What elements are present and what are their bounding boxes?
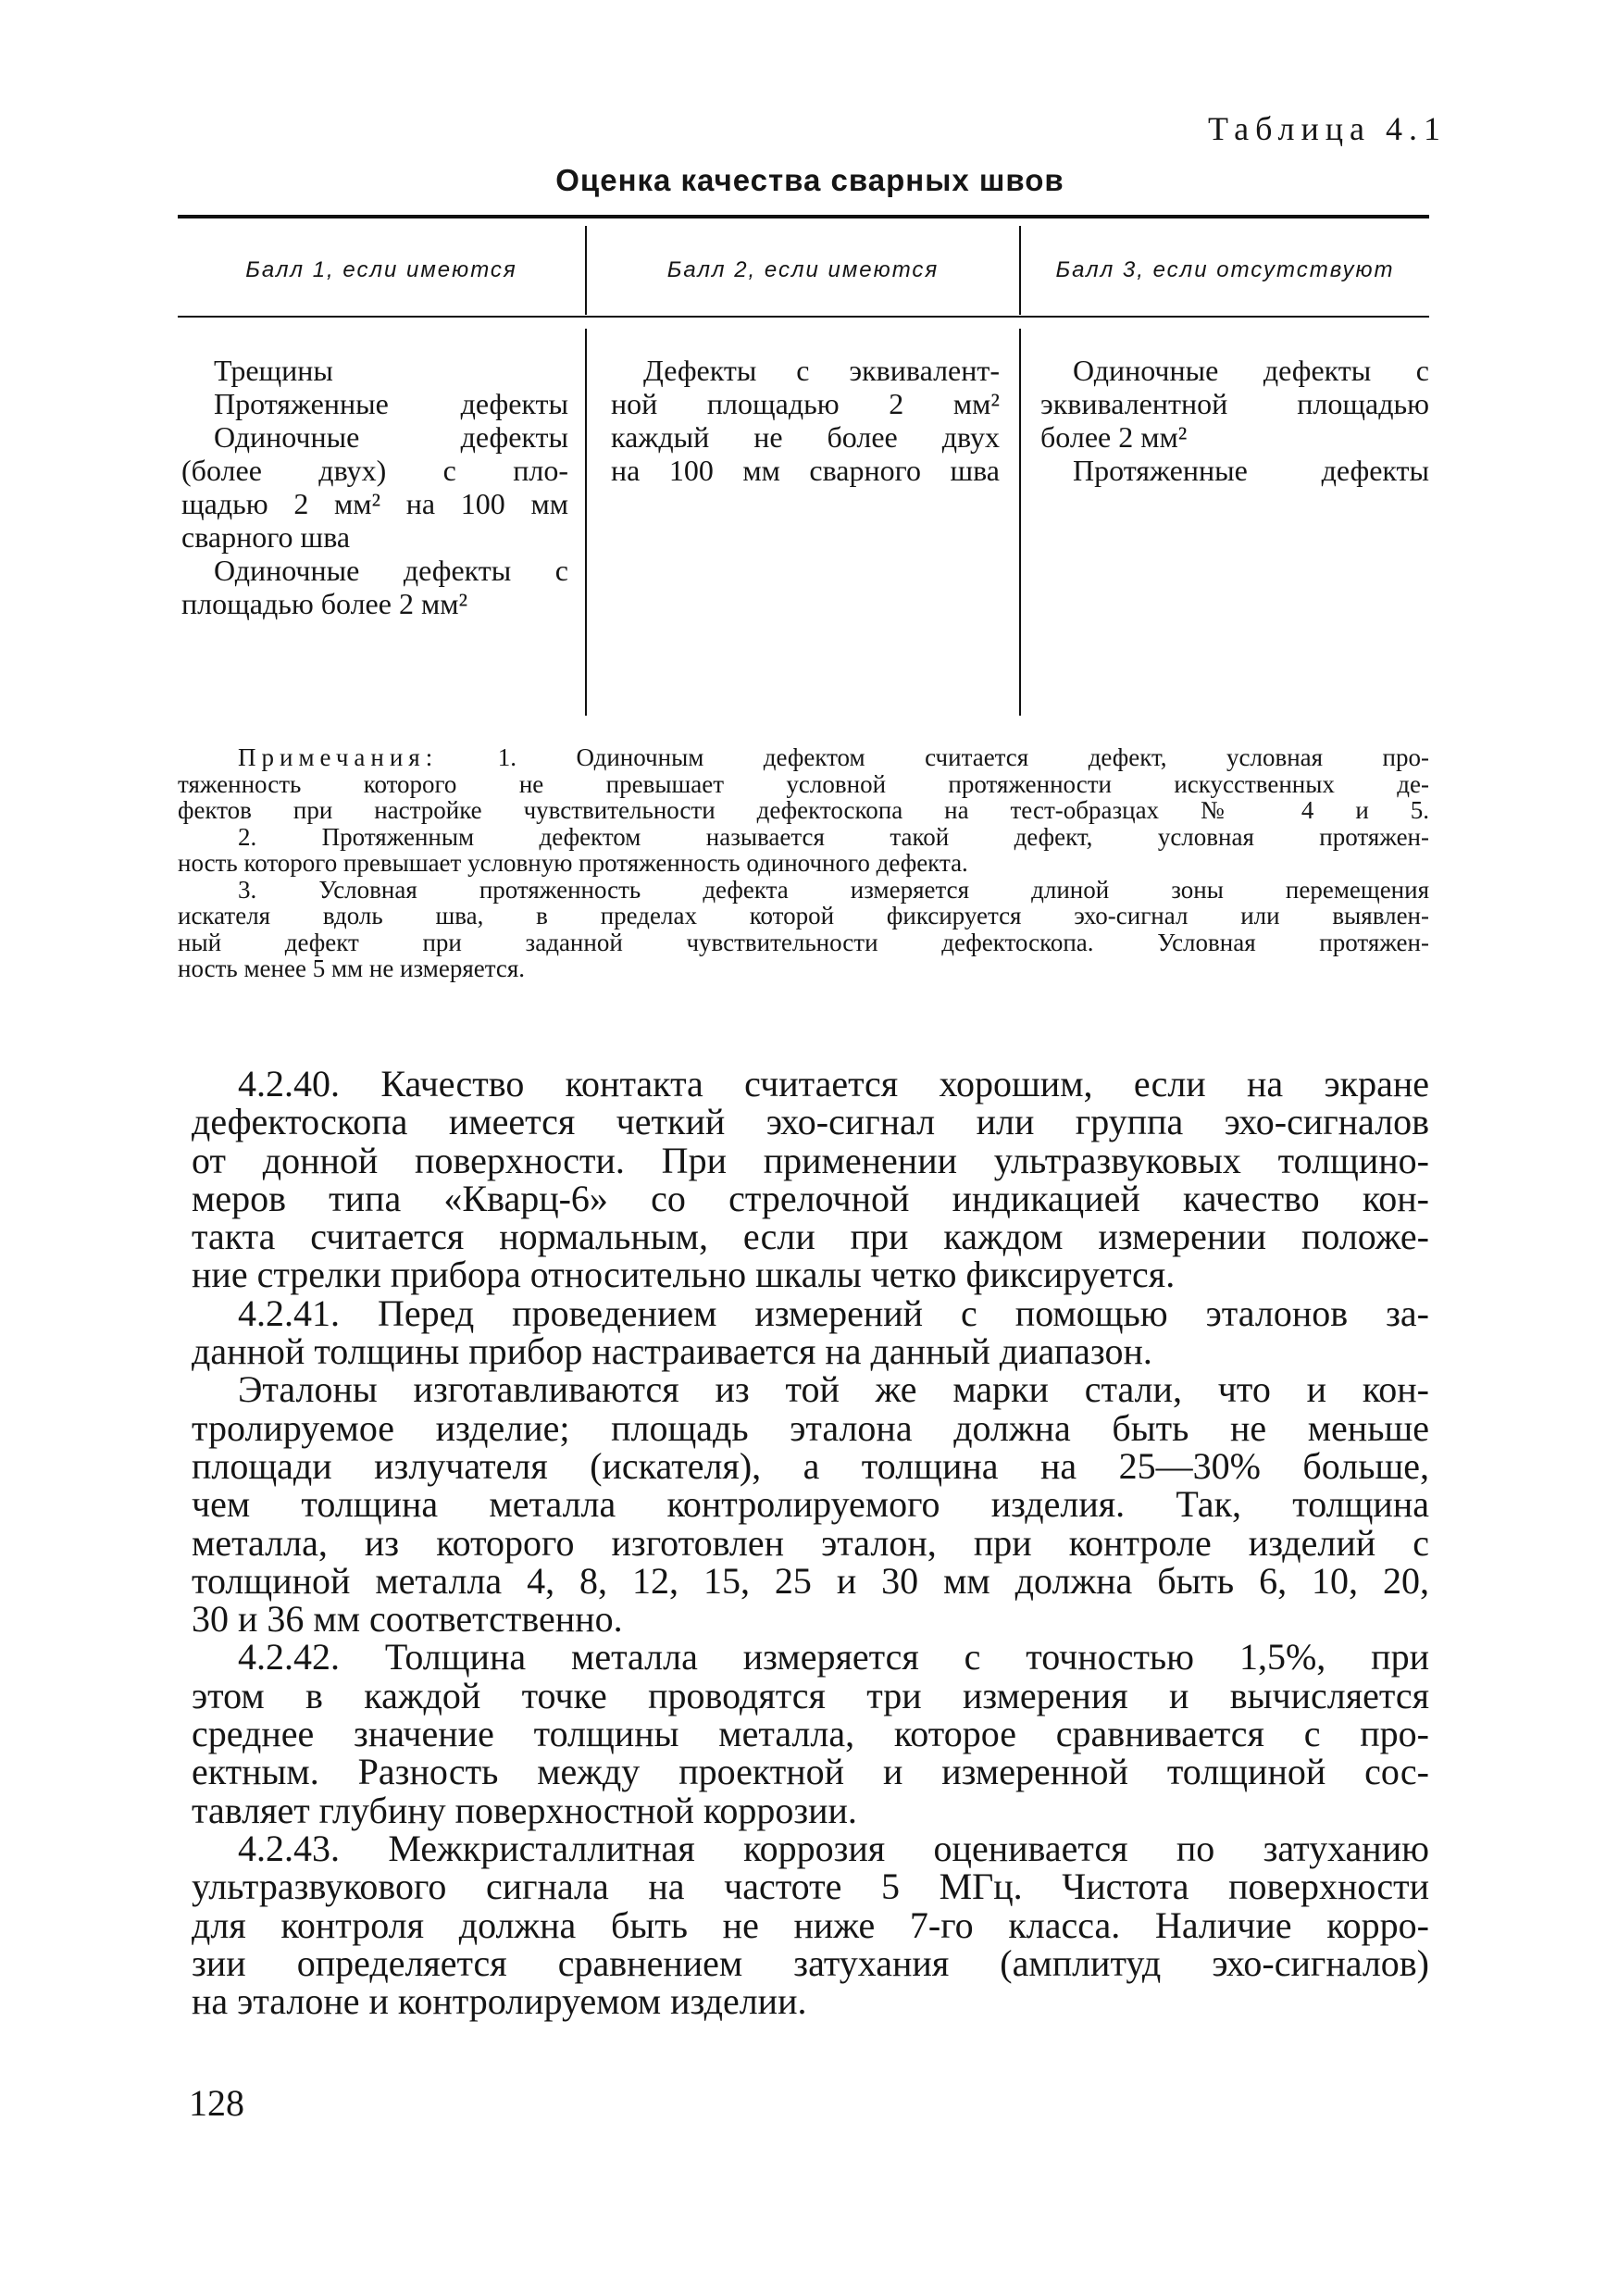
- cell-line: более 2 мм²: [1040, 420, 1188, 454]
- paragraph-4-2-41: 4.2.41. Перед проведением измерений с помощью эталонов за-: [238, 1292, 1429, 1334]
- body-line: от донной поверхности. При применении ультразвуковых толщино-: [192, 1139, 1429, 1181]
- table-header-col2: Балл 2, если имеются: [666, 257, 940, 282]
- cell-line: Дефекты с эквивалент-: [643, 354, 1000, 387]
- cell-line: Одиночные дефекты с: [214, 554, 568, 587]
- cell-line: на 100 мм сварного шва: [611, 454, 1000, 487]
- table-column-divider: [1019, 329, 1021, 716]
- cell-line: ной площадью 2 мм²: [611, 387, 1000, 420]
- table-cell-col2: [611, 354, 1000, 487]
- body-line: ультразвукового сигнала на частоте 5 МГц. Чистота поверхности: [192, 1866, 1429, 1908]
- body-line: такта считается нормальным, если при каждом измерении положе-: [192, 1216, 1429, 1258]
- body-line: ние стрелки прибора относительно шкалы четко фиксируется.: [192, 1254, 1176, 1296]
- body-line: тавляет глубину поверхностной коррозии.: [192, 1789, 857, 1831]
- paragraph-4-2-42: 4.2.42. Толщина металла измеряется с точностью 1,5%, при: [238, 1636, 1429, 1678]
- cell-line: Протяженные дефекты: [1073, 454, 1429, 487]
- cell-line: Протяженные дефекты: [214, 387, 568, 420]
- body-line: металла, из которого изготовлен эталон, при контроле изделий с: [192, 1521, 1429, 1564]
- table-cell-col3: [1040, 354, 1429, 487]
- cell-line: сварного шва: [181, 520, 351, 554]
- paragraph-4-2-40: 4.2.40. Качество контакта считается хорошим, если на экране: [238, 1063, 1429, 1104]
- table-top-rule: [178, 215, 1429, 218]
- notes-line: ность которого превышает условную протяженность одиночного дефекта.: [178, 849, 968, 877]
- body-line: меров типа «Кварц-6» со стрелочной индикацией качество кон-: [192, 1177, 1429, 1219]
- table-notes: [178, 744, 1429, 982]
- notes-line: ность менее 5 мм не измеряется.: [178, 955, 526, 982]
- body-line: зии определяется сравнением затухания (амплитуд эхо-сигналов): [192, 1941, 1429, 1984]
- cell-line: (более двух) с пло-: [181, 454, 568, 487]
- body-line: этом в каждой точке проводятся три измерения и вычисляется: [192, 1674, 1429, 1716]
- notes-heading: Примечания:: [238, 743, 439, 771]
- body-line: для контроля должна быть не ниже 7-го класса. Наличие корро-: [192, 1903, 1429, 1946]
- body-line: чем толщина металла контролируемого изделия. Так, толщина: [192, 1483, 1429, 1526]
- body-line: толщиной металла 4, 8, 12, 15, 25 и 30 мм должна быть 6, 10, 20,: [192, 1559, 1429, 1602]
- table-title: Оценка качества сварных швов: [555, 163, 1064, 197]
- body-line: площади излучателя (искателя), а толщина на 25—30% больше,: [192, 1444, 1429, 1487]
- cell-line: Трещины: [214, 354, 333, 387]
- body-line: 30 и 36 мм соответственно.: [192, 1598, 623, 1641]
- body-line: дефектоскопа имеется четкий эхо-сигнал или группа эхо-сигналов: [192, 1101, 1429, 1143]
- body-line: данной толщины прибор настраивается на данный диапазон.: [192, 1330, 1152, 1373]
- cell-line: Одиночные дефекты: [214, 420, 568, 454]
- body-line: Эталоны изготавливаются из той же марки стали, что и кон-: [238, 1368, 1429, 1411]
- table-header-rule: [178, 316, 1429, 318]
- body-line: на эталоне и контролируемом изделии.: [192, 1980, 807, 2023]
- table-cell-col1: [181, 354, 568, 620]
- body-text: [192, 1063, 1429, 2023]
- cell-line: каждый не более двух: [611, 420, 1000, 454]
- notes-line: искателя вдоль шва, в пределах которой фиксируется эхо-сигнал или выявлен-: [178, 902, 1429, 930]
- cell-line: эквивалентной площадью: [1040, 387, 1429, 420]
- cell-line: площадью более 2 мм²: [181, 587, 468, 620]
- paragraph-4-2-43: 4.2.43. Межкристаллитная коррозия оценивается по затуханию: [238, 1827, 1429, 1869]
- notes-line: 3. Условная протяженность дефекта измеряется длиной зоны перемещения: [238, 875, 1429, 904]
- notes-line: ный дефект при заданной чувствительности дефектоскопа. Условная протяжен-: [178, 928, 1429, 956]
- notes-line: тяженность которого не превышает условной протяженности искусственных де-: [178, 769, 1429, 798]
- cell-line: Одиночные дефекты с: [1073, 354, 1429, 387]
- table-header-col3: Балл 3, если отсутствуют: [1055, 257, 1395, 282]
- table-header-col1: Балл 1, если имеются: [245, 257, 517, 282]
- table-column-divider: [585, 329, 587, 716]
- table-label: Таблица 4.1: [1208, 110, 1447, 147]
- page-number: 128: [189, 2082, 244, 2124]
- notes-line: фектов при настройке чувствительности дефектоскопа на тест-образцах № 4 и 5.: [178, 796, 1429, 824]
- body-line: среднее значение толщины металла, которое сравнивается с про-: [192, 1713, 1429, 1755]
- notes-line: 2. Протяженным дефектом называется такой дефект, условная протяжен-: [238, 822, 1429, 851]
- cell-line: щадью 2 мм² на 100 мм: [181, 487, 568, 520]
- body-line: ектным. Разность между проектной и измеренной толщиной сос-: [192, 1751, 1429, 1793]
- body-line: тролируемое изделие; площадь эталона должна быть не меньше: [192, 1406, 1429, 1449]
- notes-line: Примечания: 1. Одиночным дефектом считается дефект, условная про-: [238, 743, 1429, 771]
